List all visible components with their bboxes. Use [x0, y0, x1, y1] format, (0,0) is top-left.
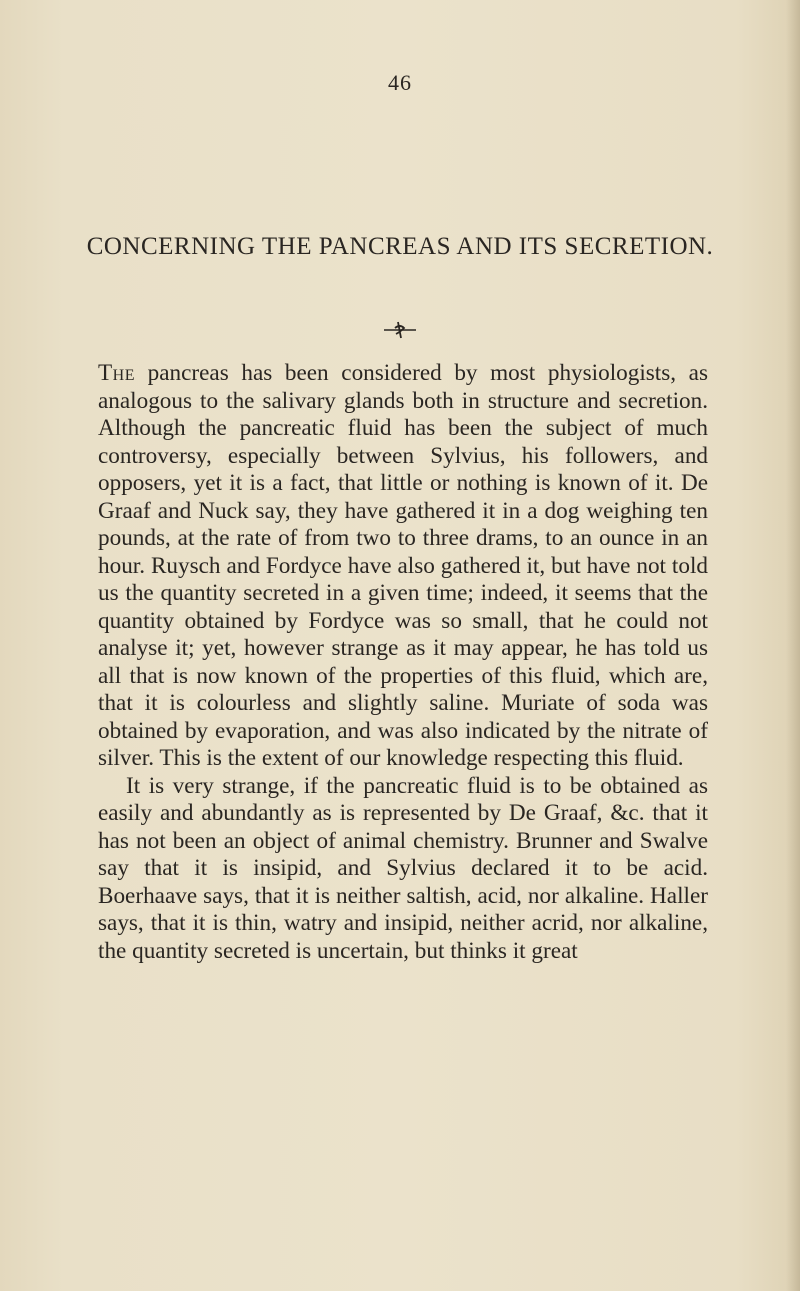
page-edge-shadow	[786, 0, 800, 1291]
page-number: 46	[388, 70, 412, 95]
paragraph-1	[98, 360, 708, 773]
paragraph-2: It is very strange, if the pancreatic fluid is to be obtained as easily and abundantly as is represented by De Graaf, &c. that it has not been an object of animal chemistry. Brunner and Swalve say that it is insipid, and Sylvius declared it to be acid. Boerhaave says, that it is neither saltish, acid, nor alkaline. Haller says, that it is thin, watry and insipid, neither acrid, nor alkaline, the quantity secreted is uncertain, but thinks it great	[98, 772, 708, 964]
opening-word: The	[98, 360, 135, 386]
body-text	[98, 360, 708, 965]
chapter-title: CONCERNING THE PANCREAS AND ITS SECRETION.	[86, 233, 714, 260]
paragraph-1-text: pancreas has been considered by most physiologists, as analogous to the salivary glands both in structure and secretion. Although the pancreatic fluid has been the subject of much controversy, especially between Sylvius, his followers, and opposers, yet it is a fact, that little or nothing is known of it. De Graaf and Nuck say, they have gathered it in a dog weighing ten pounds, at the rate of from two to three drams, to an ounce in an hour. Ruysch and Fordyce have also gathered it, but have not told us the quantity secreted in a given time; indeed, it seems that the quantity obtained by Fordyce was so small, that he could not analyse it; yet, however strange as it may appear, he has told us all that is now known of the properties of this fluid, which are, that it is colourless and slightly saline. Muriate of soda was obtained by evaporation, and was also indicated by the nitrate of silver. This is the extent of our knowledge respecting this fluid.	[98, 360, 708, 771]
fleuron-dash-ornament-icon	[370, 318, 430, 342]
